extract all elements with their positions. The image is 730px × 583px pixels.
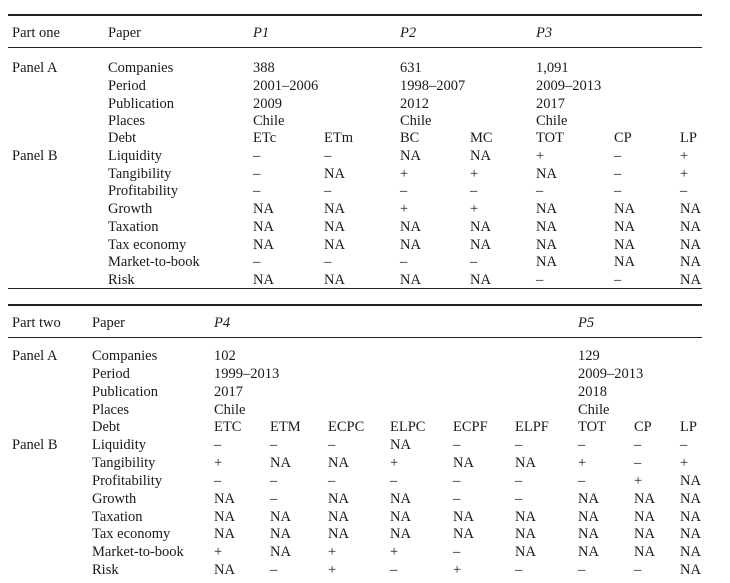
part2-cell: NA: [634, 526, 655, 543]
part2-debt-header: ECPC: [328, 419, 365, 435]
part2-cell: +: [680, 454, 689, 471]
part1-cell: –: [324, 183, 332, 200]
part1-cell: –: [536, 272, 544, 288]
part2-cell: –: [270, 436, 278, 453]
part1-cell: NA: [470, 272, 491, 288]
part1-row-label: Tangibility: [108, 165, 172, 182]
part2-cell: +: [578, 454, 587, 471]
part2-cell: –: [634, 562, 642, 579]
part1-cell: –: [400, 183, 408, 200]
part2-panel-a-label: Panel A: [12, 348, 58, 364]
part1-cell: –: [536, 183, 544, 200]
part2-cell: NA: [214, 508, 235, 525]
part2-row-label: Tax economy: [92, 526, 171, 543]
part1-cell: NA: [680, 201, 701, 217]
part2-cell: NA: [578, 490, 599, 507]
part1-cell: NA: [400, 272, 421, 288]
part2-row-label: Tangibility: [92, 454, 156, 471]
part1-cell: NA: [614, 236, 635, 253]
part2-cell: NA: [390, 490, 411, 507]
part2-part-label: Part two: [12, 315, 61, 331]
part1-cell: Chile: [400, 113, 432, 130]
part2-cell: –: [390, 562, 398, 579]
part2-cell: Chile: [214, 401, 246, 418]
part1-cell: –: [470, 183, 478, 200]
part1-cell: –: [614, 272, 622, 288]
part2-row-label: Publication: [92, 383, 159, 400]
part2-cell: –: [270, 490, 278, 507]
part1-cell: –: [253, 183, 261, 200]
part2-cell: Chile: [578, 401, 610, 418]
part2-cell: NA: [515, 508, 536, 525]
part2-cell: NA: [328, 490, 349, 507]
part1-cell: –: [680, 183, 688, 200]
part2-cell: +: [214, 544, 223, 561]
part2-cell: –: [453, 544, 461, 561]
part2-row-label: Places: [92, 401, 130, 418]
part1-debt-header: TOT: [536, 130, 564, 146]
part1-row-label: Places: [108, 113, 146, 130]
part2-cell: NA: [578, 526, 599, 543]
part2-cell: NA: [214, 490, 235, 507]
part2-cell: NA: [515, 454, 536, 471]
part1-cell: NA: [680, 218, 701, 235]
part2-cell: NA: [328, 526, 349, 543]
part2-row-label: Market-to-book: [92, 544, 184, 561]
part2-paper-name: P5: [578, 315, 595, 331]
part1-cell: NA: [324, 272, 345, 288]
part2-cell: –: [634, 436, 642, 453]
part1-cell: NA: [400, 147, 421, 164]
part1-cell: 2001–2006: [253, 77, 319, 94]
part1-cell: NA: [680, 254, 701, 271]
part1-cell: 2009: [253, 95, 282, 112]
part2-cell: –: [328, 436, 336, 453]
part1-cell: 1,091: [536, 60, 569, 76]
part2-cell: –: [390, 472, 398, 489]
part1-cell: NA: [680, 236, 701, 253]
part1-cell: NA: [324, 165, 345, 182]
part2-debt-header: ETM: [270, 419, 301, 435]
part1-cell: NA: [400, 236, 421, 253]
part2-cell: NA: [390, 436, 411, 453]
part1-debt-header: ETc: [253, 130, 277, 146]
part1-cell: 2009–2013: [536, 77, 602, 94]
part2-cell: NA: [328, 454, 349, 471]
part1-debt-header: MC: [470, 130, 493, 146]
part1-cell: –: [324, 254, 332, 271]
part2-debt-header: LP: [680, 419, 697, 435]
part2-cell: NA: [680, 544, 701, 561]
part1-panel-b-label: Panel B: [12, 147, 58, 164]
part2-cell: NA: [390, 508, 411, 525]
part2-cell: 2009–2013: [578, 365, 644, 382]
part2-cell: NA: [680, 562, 701, 579]
part2-cell: NA: [453, 454, 474, 471]
part2-cell: 102: [214, 348, 236, 364]
part1-paper-label: Paper: [108, 25, 142, 41]
part1-cell: NA: [536, 165, 557, 182]
part1-cell: NA: [253, 272, 274, 288]
part2-row-label: Companies: [92, 348, 158, 364]
part2-cell: NA: [578, 508, 599, 525]
part1-cell: NA: [614, 201, 635, 217]
part1-paper-name: P3: [536, 25, 553, 41]
part1-row-label: Tax economy: [108, 236, 187, 253]
part1-panel-a-label: Panel A: [12, 60, 58, 76]
part2-cell: +: [390, 454, 399, 471]
part2-debt-header: TOT: [578, 419, 606, 435]
part1-cell: NA: [680, 272, 701, 288]
part2-cell: NA: [515, 544, 536, 561]
part1-cell: –: [253, 254, 261, 271]
part1-row-label: Risk: [108, 272, 135, 288]
part1-debt-header: LP: [680, 130, 697, 146]
part2-cell: –: [634, 454, 642, 471]
part2-cell: NA: [270, 544, 291, 561]
part2-cell: –: [270, 562, 278, 579]
part1-cell: 2017: [536, 95, 565, 112]
part1-cell: NA: [614, 254, 635, 271]
part2-cell: –: [453, 436, 461, 453]
part1-cell: 631: [400, 60, 422, 76]
part1-paper-name: P2: [400, 25, 417, 41]
part2-cell: –: [453, 472, 461, 489]
part1-cell: +: [400, 201, 409, 217]
part2-cell: –: [214, 472, 222, 489]
part2-cell: –: [453, 490, 461, 507]
part2-cell: NA: [680, 472, 701, 489]
part1-bottom-rule: [8, 288, 702, 289]
part1-debt-label: Debt: [108, 130, 137, 146]
part1-cell: +: [400, 165, 409, 182]
part2-row-label: Liquidity: [92, 436, 146, 453]
part2-row-label: Risk: [92, 562, 119, 579]
part2-cell: NA: [578, 544, 599, 561]
part1-cell: –: [324, 147, 332, 164]
part1-cell: Chile: [536, 113, 568, 130]
part1-cell: NA: [470, 218, 491, 235]
part2-cell: –: [214, 436, 222, 453]
part1-cell: NA: [324, 236, 345, 253]
part2-top-rule: [8, 304, 702, 306]
part2-cell: –: [270, 472, 278, 489]
part1-row-label: Market-to-book: [108, 254, 200, 271]
part2-debt-header: CP: [634, 419, 652, 435]
part1-cell: +: [680, 165, 689, 182]
part2-cell: –: [515, 436, 523, 453]
part2-panel-b-label: Panel B: [12, 436, 58, 453]
part1-cell: NA: [536, 201, 557, 217]
part2-cell: –: [515, 472, 523, 489]
part1-row-label: Liquidity: [108, 147, 162, 164]
part2-cell: NA: [634, 508, 655, 525]
part2-row-label: Growth: [92, 490, 137, 507]
part2-cell: –: [515, 490, 523, 507]
part1-row-label: Publication: [108, 95, 175, 112]
part1-cell: –: [470, 254, 478, 271]
part1-row-label: Taxation: [108, 218, 159, 235]
part1-cell: NA: [324, 201, 345, 217]
part2-cell: –: [578, 436, 586, 453]
part1-cell: NA: [253, 201, 274, 217]
part2-cell: NA: [453, 508, 474, 525]
part1-debt-header: CP: [614, 130, 632, 146]
part1-cell: NA: [253, 218, 274, 235]
part2-cell: 2017: [214, 383, 243, 400]
part2-cell: NA: [214, 562, 235, 579]
part2-cell: NA: [680, 490, 701, 507]
part1-cell: NA: [400, 218, 421, 235]
part2-debt-label: Debt: [92, 419, 121, 435]
part2-cell: –: [515, 562, 523, 579]
part2-debt-header: ECPF: [453, 419, 488, 435]
part1-debt-header: ETm: [324, 130, 353, 146]
part2-cell: NA: [390, 526, 411, 543]
part1-cell: –: [614, 183, 622, 200]
part1-paper-name: P1: [253, 25, 270, 41]
part2-paper-label: Paper: [92, 315, 126, 331]
part1-cell: +: [470, 165, 479, 182]
part2-cell: 1999–2013: [214, 365, 280, 382]
part2-cell: NA: [634, 490, 655, 507]
part1-cell: +: [680, 147, 689, 164]
part1-top-rule: [8, 14, 702, 16]
part1-row-label: Growth: [108, 201, 153, 217]
part2-cell: –: [578, 472, 586, 489]
part2-cell: NA: [270, 454, 291, 471]
part2-header-rule: [8, 337, 702, 338]
part2-debt-header: ETC: [214, 419, 242, 435]
part2-cell: –: [328, 472, 336, 489]
part1-header-rule: [8, 47, 702, 48]
part2-cell: NA: [214, 526, 235, 543]
part2-paper-name: P4: [214, 315, 231, 331]
part1-cell: NA: [536, 254, 557, 271]
part2-cell: NA: [680, 508, 701, 525]
part2-row-label: Period: [92, 365, 130, 382]
part1-part-label: Part one: [12, 25, 60, 41]
part2-cell: NA: [328, 508, 349, 525]
part1-cell: –: [253, 165, 261, 182]
part2-cell: +: [328, 562, 337, 579]
part1-cell: Chile: [253, 113, 285, 130]
part2-cell: NA: [634, 544, 655, 561]
part1-cell: NA: [470, 147, 491, 164]
part1-cell: –: [400, 254, 408, 271]
part2-row-label: Profitability: [92, 472, 163, 489]
part1-cell: 388: [253, 60, 275, 76]
part2-cell: NA: [680, 526, 701, 543]
part2-cell: NA: [270, 526, 291, 543]
part1-debt-header: BC: [400, 130, 420, 146]
part2-debt-header: ELPC: [390, 419, 426, 435]
part1-cell: 2012: [400, 95, 429, 112]
part2-debt-header: ELPF: [515, 419, 549, 435]
part2-cell: +: [390, 544, 399, 561]
part1-cell: NA: [614, 218, 635, 235]
part1-row-label: Period: [108, 77, 146, 94]
part1-cell: –: [614, 165, 622, 182]
part1-row-label: Companies: [108, 60, 174, 76]
part1-cell: NA: [253, 236, 274, 253]
part2-cell: NA: [270, 508, 291, 525]
part1-cell: NA: [536, 218, 557, 235]
part2-cell: –: [680, 436, 688, 453]
part1-cell: –: [614, 147, 622, 164]
part1-cell: –: [253, 147, 261, 164]
part1-cell: NA: [536, 236, 557, 253]
part1-cell: +: [536, 147, 545, 164]
part1-cell: NA: [324, 218, 345, 235]
part2-cell: +: [214, 454, 223, 471]
part1-row-label: Profitability: [108, 183, 179, 200]
part1-cell: +: [470, 201, 479, 217]
part2-cell: +: [328, 544, 337, 561]
part2-cell: +: [634, 472, 643, 489]
part1-cell: NA: [470, 236, 491, 253]
part2-cell: +: [453, 562, 462, 579]
part2-cell: NA: [515, 526, 536, 543]
part2-cell: 129: [578, 348, 600, 364]
part2-cell: 2018: [578, 383, 607, 400]
part2-cell: –: [578, 562, 586, 579]
part2-cell: NA: [453, 526, 474, 543]
part2-row-label: Taxation: [92, 508, 143, 525]
part1-cell: 1998–2007: [400, 77, 466, 94]
